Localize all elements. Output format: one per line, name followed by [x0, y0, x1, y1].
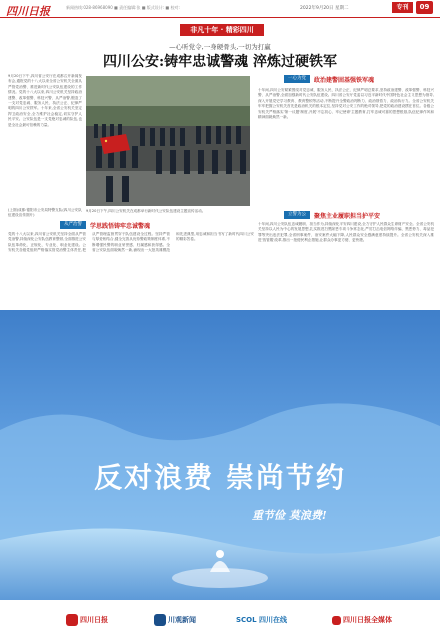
section-tag-1: 一心为党	[284, 75, 310, 83]
section-label: 专刊	[392, 2, 413, 13]
public-service-ad	[0, 310, 440, 600]
section-tag-3: 从严治警	[60, 221, 86, 229]
page-number: 09	[416, 1, 433, 14]
masthead-logo: 四川日报	[6, 5, 50, 18]
issue-date: 2022年9月20日 星期二	[300, 6, 349, 11]
article-kicker: —心听党令,一身硬骨头,一切为打赢	[169, 43, 271, 51]
section-body-1: 十年间,四川公安紧紧围绕对党忠诚、服务人民、执法公正、纪律严明总要求,坚持政治建警、改革强警、科技兴警、从严治警,全面加强新时代公安队伍建设。四川省公安厅党委以习近平新时代中国特色社会主义思想为指导,深入开展党史学习教育、教育整顿等活动,不断提升全警政治判断力、政治领悟力、政治执行力。全省公安机关牢牢把握公安机关首先是政治机关的根本定位,坚持党对公安工作的绝对领导,把党的政治建设摆在首位。各级公安机关严格落实'第一议题'制度,开展'不忘初心、牢记使命'主题教育,打牢忠诚可靠的思想根基,队伍纪律作风和精神面貌焕然一新。	[258, 88, 434, 120]
header-info: 新闻热线:028-86968090 ■ 责任编辑:张 ■ 版式设计: ■ 校对:	[66, 5, 180, 10]
section-body-2: 十年间,四川公安队伍忠诚履职、担当作为,持续深化平安四川建设,全力守护人民群众生命财产安全。全省公安机关坚持以人民为中心的发展思想,扎实推进扫黑除恶专项斗争常态化,严厉打击电信网络诈骗、黑恶势力、毒品犯罪等突出违法犯罪,全省刑事案件、治安案件大幅下降,人民群众安全感满意度持续提升。全省公安机关深入推进'放管服'改革,推出一批便民利企措施,让群众办事更方便、更快捷。	[258, 222, 434, 243]
section-title-2: 聚焦主业履职担当护平安	[314, 212, 381, 220]
intro-text: 9月20日下午,四川省公安厅在成都召开新闻发布会,通报党的十八大以来全省公安机关全面从严管党治警、推进新时代公安队伍建设的工作情况。党的十八大以来,四川公安机关坚持政治建警、改革强警、科技兴警、从严治警,锻造了一支对党忠诚、服务人民、执法公正、纪律严明的四川公安铁军。十年来,全省公安机关坚定捍卫政治安全,全力维护社会稳定,切实守护人民平安。公安队伍是一支党绝对忠诚的队伍,也是全社会最可信赖的力量。	[8, 74, 82, 127]
police-parade-photo	[86, 76, 250, 206]
page-header	[0, 0, 440, 18]
article-headline: 四川公安:铸牢忠诚警魂 淬炼过硬铁军	[102, 54, 338, 70]
footer-logos	[0, 603, 440, 636]
ad-title: 反对浪费 崇尚节约	[94, 461, 346, 494]
ad-slogan: 重节俭 莫浪费!	[252, 509, 327, 522]
sichuan-daily-icon	[66, 614, 78, 626]
intro-column	[8, 74, 82, 204]
series-banner: 非凡十年 · 精彩四川	[180, 24, 264, 36]
section-tag-2: 立警为公	[284, 211, 310, 219]
chuanguan-icon	[154, 614, 166, 626]
section-title-1: 政治建警固基强铁军魂	[314, 76, 375, 84]
footer-logo-sichuan-daily: 四川日报	[66, 611, 108, 629]
section-body-3: 党的十八大以来,四川省公安机关坚持全面从严管党治警,持续深化公安队伍教育整顿,全面推进公安队伍革命化、正规化、专业化、职业化建设。公安机关各级党组织严格落实管党治警主体责任,把从严管理监督贯穿于队伍建设全过程。坚持严管与厚爱相结合,健全完善从优待警政策制度体系,不断增强民警的职业荣誉感、归属感和获得感。全省公安队伍面貌焕然一新,涌现出一大批英雄模范和先进典型,用忠诚和担当书写了新时代四川公安的精彩答卷。	[8, 232, 254, 253]
footer-logo-scol: SCOL 四川在线	[236, 616, 288, 624]
media-icon	[332, 616, 341, 625]
footer-logo-chuanguan: 川观新闻	[154, 611, 196, 629]
left-caption: (上图)成都:德阳市公安局特警支队(四川公安队伍建设宣传图片)	[8, 208, 82, 217]
photo-caption: 9月20日下午,四川公安机关在成都举行新时代公安队伍建设主题宣传活动。	[86, 209, 206, 213]
section-heading-2	[284, 210, 380, 220]
footer-logo-media: 四川日报全媒体	[332, 611, 392, 629]
section-heading-1	[284, 74, 374, 84]
ad-background	[0, 310, 440, 600]
section-heading-3	[60, 220, 150, 230]
section-title-3: 学思践悟铸牢忠诚警魂	[90, 222, 151, 230]
